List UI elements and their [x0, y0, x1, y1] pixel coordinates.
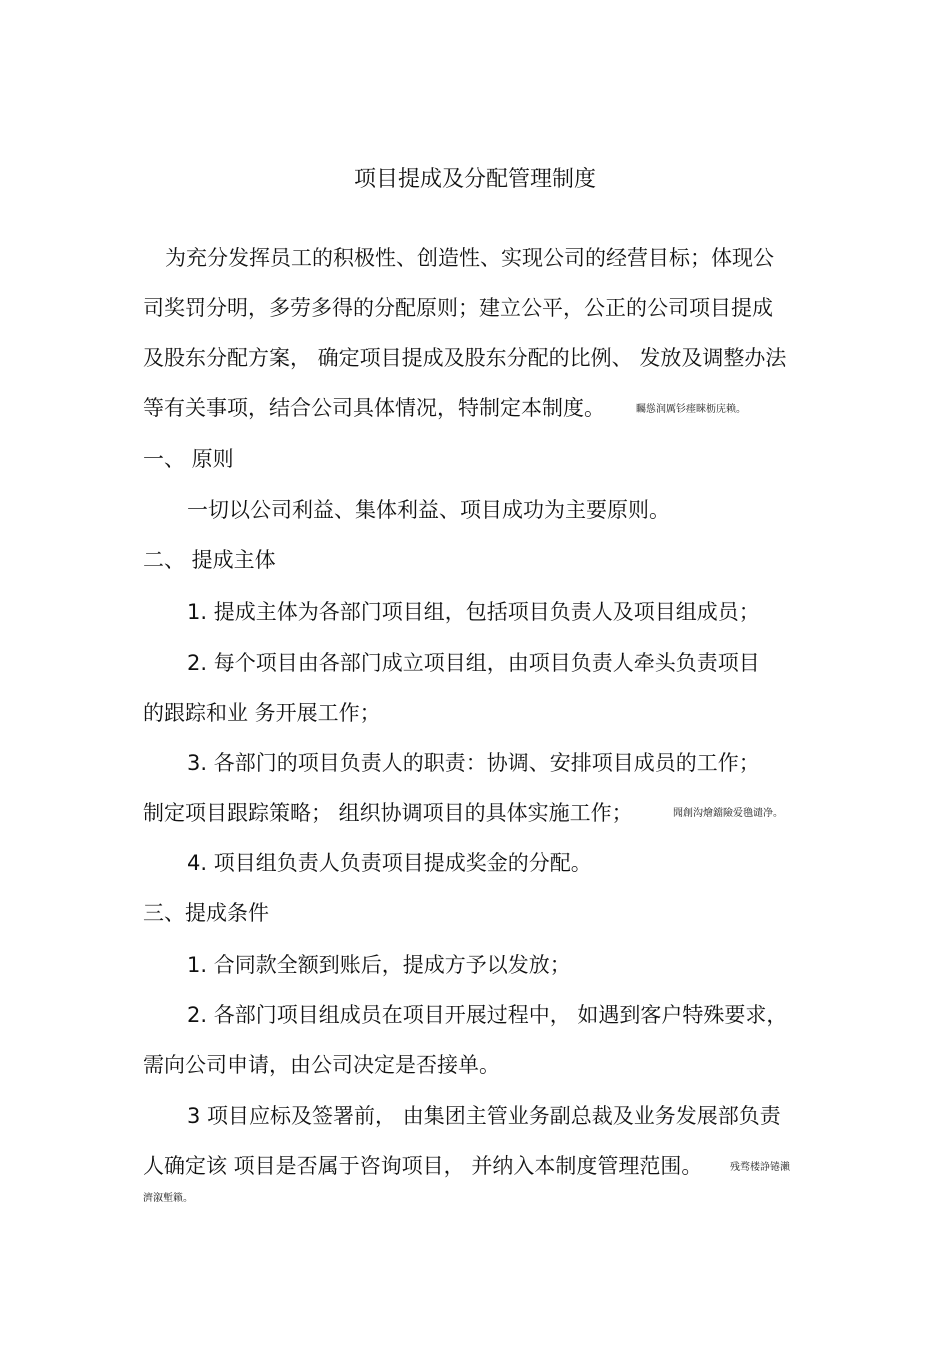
- intro-line-1: 为充分发挥员工的积极性、创造性、实现公司的经营目标；体现公: [165, 246, 774, 270]
- section3-item2-line1: 2. 各部门项目组成员在项目开展过程中， 如遇到客户特殊要求，: [187, 1003, 788, 1027]
- section2-item3-note: 聞創沟燴鐺險爱氇谴净。: [673, 808, 783, 819]
- section2-item4: 4. 项目组负责人负责项目提成奖金的分配。: [187, 851, 592, 875]
- section3-item3-note2: 濟溆塹籟。: [143, 1193, 193, 1204]
- section1-body: 一切以公司利益、集体利益、项目成功为主要原则。: [187, 498, 670, 522]
- section3-item1: 1. 合同款全额到账后，提成方予以发放；: [187, 953, 571, 977]
- intro-line-2: 司奖罚分明，多劳多得的分配原则；建立公平，公正的公司项目提成: [143, 296, 773, 320]
- intro-line-4: 等有关事项，结合公司具体情况，特制定本制度。: [143, 396, 605, 420]
- section2-heading: 二、 提成主体: [143, 548, 276, 572]
- intro-line-3: 及股东分配方案， 确定项目提成及股东分配的比例、 发放及调整办法: [143, 346, 787, 370]
- section3-item2-line2: 需向公司申请，由公司决定是否接单。: [143, 1053, 500, 1077]
- section2-item3-line1: 3. 各部门的项目负责人的职责：协调、安排项目成员的工作；: [187, 751, 760, 775]
- section3-item3-line1: 3 项目应标及签署前， 由集团主管业务副总裁及业务发展部负责: [187, 1104, 781, 1128]
- section3-item3-note1: 残骛楼諍锩瀨: [730, 1162, 790, 1173]
- intro-note: 矚慫润厲钐瘗睞枥庑赖。: [636, 404, 746, 415]
- section3-heading: 三、提成条件: [143, 901, 269, 925]
- document-title: 项目提成及分配管理制度: [353, 167, 596, 192]
- section2-item1: 1. 提成主体为各部门项目组，包括项目负责人及项目组成员；: [187, 600, 760, 624]
- section2-item2-line2: 的跟踪和业 务开展工作；: [143, 701, 381, 725]
- section3-item3-line2: 人确定该 项目是否属于咨询项目， 并纳入本制度管理范围。: [143, 1154, 703, 1178]
- section2-item2-line1: 2. 每个项目由各部门成立项目组，由项目负责人牵头负责项目: [187, 651, 760, 675]
- section1-heading: 一、 原则: [143, 447, 234, 471]
- section2-item3-line2: 制定项目跟踪策略； 组织协调项目的具体实施工作；: [143, 801, 633, 825]
